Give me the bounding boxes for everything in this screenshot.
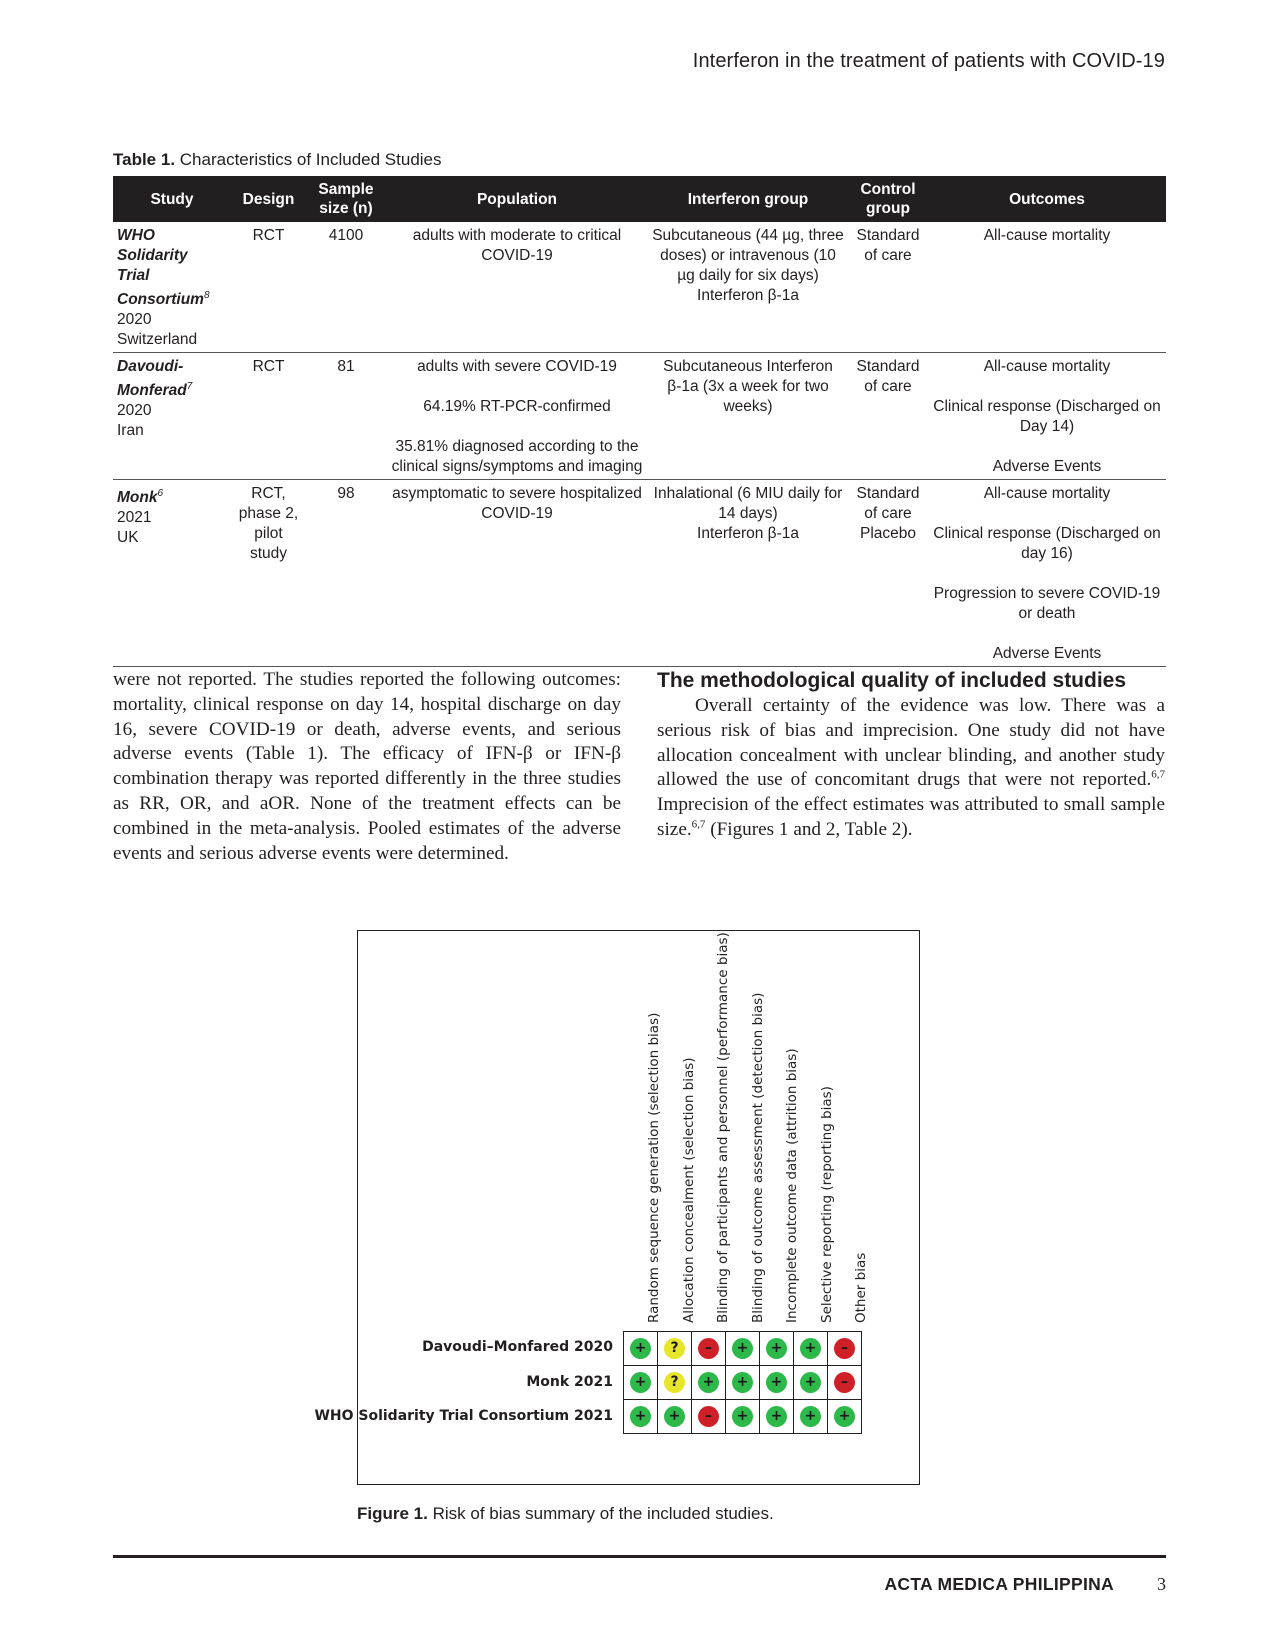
column-header: Population bbox=[386, 176, 648, 222]
low-risk-icon: + bbox=[766, 1372, 787, 1393]
domain-label: Selective reporting (reporting bias) bbox=[818, 1086, 835, 1323]
grid-cell bbox=[794, 1400, 828, 1434]
risk-of-bias-figure bbox=[314, 930, 920, 1485]
population-cell-line: 64.19% RT-PCR-confirmed bbox=[423, 398, 611, 416]
sample-size-cell: 81 bbox=[337, 358, 355, 376]
high-risk-icon: – bbox=[698, 1406, 719, 1427]
control-cell-line: Standard of care bbox=[856, 227, 920, 264]
risk-of-bias-grid bbox=[623, 1331, 862, 1434]
design-cell bbox=[231, 353, 306, 480]
right-column bbox=[657, 668, 1165, 843]
study-cell bbox=[113, 353, 231, 480]
domain-label: Incomplete outcome data (attrition bias) bbox=[784, 1048, 801, 1323]
low-risk-icon: + bbox=[698, 1372, 719, 1393]
table-caption-label: Table 1. bbox=[113, 150, 176, 169]
section-heading: The methodological quality of included studies bbox=[657, 669, 1127, 692]
low-risk-icon: + bbox=[800, 1406, 821, 1427]
outcomes-cell-line: Adverse Events bbox=[992, 458, 1102, 476]
study-cell bbox=[113, 480, 231, 667]
low-risk-icon: + bbox=[732, 1406, 753, 1427]
interferon-cell-line: Subcutaneous Interferon β-1a (3x a week for two weeks) bbox=[663, 358, 833, 416]
control-cell bbox=[848, 222, 928, 353]
study-label: Monk 2021 bbox=[526, 1373, 613, 1390]
control-cell bbox=[848, 480, 928, 667]
figure-caption bbox=[357, 1504, 774, 1524]
running-title: Interferon in the treatment of patients with COVID-19 bbox=[692, 50, 1165, 72]
design-cell bbox=[231, 480, 306, 667]
body-paragraph: were not reported. The studies reported the following outcomes: mortality, clinical response on day 14, hospital discharge on day 16, severe COVID-19 or death, adverse events, and serious adverse events (Table 1). The efficacy of IFN-β or IFN-β combination therapy was reported differently in the three studies as RR, OR, and aOR. None of the treatment effects can be combined in the meta-analysis. Pooled estimates of the adverse events and serious adverse events were determined. bbox=[113, 669, 621, 864]
citation: 6,7 bbox=[691, 818, 706, 831]
grid-cell bbox=[692, 1366, 726, 1400]
control-cell-line: Standard of care bbox=[856, 485, 920, 523]
grid-cell bbox=[828, 1400, 862, 1434]
column-header: Design bbox=[231, 176, 306, 222]
interferon-cell bbox=[648, 222, 848, 353]
study-year: 2021 bbox=[117, 509, 152, 527]
left-column bbox=[113, 668, 621, 866]
study-label: Davoudi–Monfared 2020 bbox=[422, 1339, 613, 1355]
high-risk-icon: – bbox=[834, 1338, 855, 1359]
column-header: Sample size (n) bbox=[306, 176, 386, 222]
unclear-risk-icon: ? bbox=[664, 1338, 685, 1359]
design-cell bbox=[231, 222, 306, 353]
table-row bbox=[113, 353, 1166, 480]
study-name: Monk$^6$ bbox=[117, 488, 164, 507]
study-cell bbox=[113, 222, 231, 353]
low-risk-icon: + bbox=[630, 1406, 651, 1427]
study-label: WHO Solidarity Trial Consortium 2021 bbox=[314, 1408, 613, 1424]
control-cell bbox=[848, 353, 928, 480]
characteristics-table bbox=[113, 176, 1166, 667]
outcomes-cell-line: Clinical response (Discharged on day 16) bbox=[933, 525, 1161, 563]
study-country: Iran bbox=[117, 422, 144, 440]
citation: 6,7 bbox=[1151, 769, 1165, 781]
domain-label: Blinding of participants and personnel (performance bias) bbox=[715, 932, 732, 1323]
interferon-cell-line: Interferon β-1a bbox=[697, 525, 799, 543]
grid-cell bbox=[794, 1332, 828, 1366]
grid-cell bbox=[794, 1366, 828, 1400]
population-cell-line: adults with moderate to critical COVID-19 bbox=[412, 227, 622, 264]
sample-size-cell: 4100 bbox=[328, 227, 364, 244]
study-name: WHO Solidarity bbox=[117, 227, 188, 264]
outcomes-cell-line: All-cause mortality bbox=[983, 358, 1111, 376]
domain-label: Blinding of outcome assessment (detection bias) bbox=[749, 992, 766, 1323]
low-risk-icon: + bbox=[630, 1372, 651, 1393]
high-risk-icon: – bbox=[698, 1338, 719, 1359]
grid-cell bbox=[828, 1332, 862, 1366]
grid-cell bbox=[726, 1332, 760, 1366]
grid-cell bbox=[760, 1400, 794, 1434]
table-row bbox=[113, 480, 1166, 667]
low-risk-icon: + bbox=[800, 1372, 821, 1393]
low-risk-icon: + bbox=[732, 1338, 753, 1359]
population-cell bbox=[386, 222, 648, 353]
population-cell-line: 35.81% diagnosed according to the clinical signs/symptoms and imaging bbox=[391, 438, 643, 476]
low-risk-icon: + bbox=[766, 1338, 787, 1359]
grid-cell bbox=[828, 1366, 862, 1400]
sample-size-cell: 98 bbox=[337, 485, 355, 503]
reference-number: 7 bbox=[186, 381, 193, 393]
column-header: Outcomes bbox=[928, 176, 1166, 222]
reference-number: 6 bbox=[157, 488, 164, 500]
grid-row bbox=[624, 1400, 862, 1434]
low-risk-icon: + bbox=[630, 1338, 651, 1359]
grid-cell bbox=[624, 1400, 658, 1434]
grid-cell bbox=[658, 1400, 692, 1434]
footer-rule bbox=[113, 1555, 1166, 1558]
journal-name: ACTA MEDICA PHILIPPINA bbox=[884, 1574, 1114, 1594]
design-cell-line: RCT bbox=[252, 358, 285, 376]
reference-number: 8 bbox=[203, 290, 210, 301]
table-caption-text: Characteristics of Included Studies bbox=[175, 150, 442, 169]
grid-cell bbox=[760, 1332, 794, 1366]
study-name: Davoudi- bbox=[117, 358, 184, 376]
population-cell bbox=[386, 480, 648, 667]
study-name: Trial Consortium$^8$ bbox=[117, 267, 210, 309]
control-cell-line: Standard of care bbox=[856, 358, 920, 396]
grid-cell bbox=[658, 1366, 692, 1400]
outcomes-cell-line: Adverse Events bbox=[992, 645, 1102, 663]
study-country: Switzerland bbox=[117, 331, 198, 349]
grid-cell bbox=[624, 1366, 658, 1400]
grid-cell bbox=[760, 1366, 794, 1400]
table-row bbox=[113, 222, 1166, 353]
grid-cell bbox=[692, 1400, 726, 1434]
grid-row bbox=[624, 1366, 862, 1400]
outcomes-cell bbox=[928, 480, 1166, 667]
study-country: UK bbox=[117, 529, 139, 547]
design-cell-line: pilot study bbox=[249, 525, 288, 563]
column-header: Control group bbox=[848, 176, 928, 222]
study-name: Monferad$^7$ bbox=[117, 381, 193, 400]
high-risk-icon: – bbox=[834, 1372, 855, 1393]
low-risk-icon: + bbox=[732, 1372, 753, 1393]
population-cell bbox=[386, 353, 648, 480]
grid-cell bbox=[658, 1332, 692, 1366]
interferon-cell bbox=[648, 353, 848, 480]
outcomes-cell bbox=[928, 353, 1166, 480]
figure-caption-text: Risk of bias summary of the included studies. bbox=[427, 1504, 774, 1523]
unclear-risk-icon: ? bbox=[664, 1372, 685, 1393]
grid-cell bbox=[692, 1332, 726, 1366]
paragraph-text: Imprecision of the effect estimates was attributed to small sample size. bbox=[657, 794, 1165, 840]
low-risk-icon: + bbox=[766, 1406, 787, 1427]
outcomes-cell-line: All-cause mortality bbox=[983, 227, 1111, 244]
outcomes-cell-line: Progression to severe COVID-19 or death bbox=[933, 585, 1161, 623]
study-year: 2020 bbox=[117, 402, 152, 420]
interferon-cell-line: Inhalational (6 MIU daily for 14 days) bbox=[653, 485, 843, 523]
body-paragraph bbox=[657, 694, 1165, 843]
figure-caption-label: Figure 1. bbox=[357, 1504, 428, 1523]
grid-row bbox=[624, 1332, 862, 1366]
paragraph-text: Overall certainty of the evidence was low. There was a serious risk of bias and imprecision. One study did not have allocation concealment with unclear blinding, and another study allowed the use of concomitant drugs that were not reported. bbox=[657, 695, 1165, 791]
interferon-cell-line: Interferon β-1a bbox=[697, 287, 799, 304]
grid-cell bbox=[726, 1400, 760, 1434]
grid-cell bbox=[624, 1332, 658, 1366]
domain-label: Allocation concealment (selection bias) bbox=[680, 1057, 697, 1323]
design-cell-line: RCT bbox=[252, 227, 285, 244]
grid-cell bbox=[726, 1366, 760, 1400]
population-cell-line: adults with severe COVID-19 bbox=[417, 358, 617, 376]
interferon-cell bbox=[648, 480, 848, 667]
low-risk-icon: + bbox=[664, 1406, 685, 1427]
page-number: 3 bbox=[1157, 1574, 1166, 1594]
design-cell-line: RCT, bbox=[251, 485, 286, 503]
domain-label: Random sequence generation (selection bias) bbox=[646, 1012, 663, 1323]
outcomes-cell bbox=[928, 222, 1166, 353]
study-year: 2020 bbox=[117, 311, 152, 329]
paragraph-text: (Figures 1 and 2, Table 2). bbox=[705, 818, 913, 840]
outcomes-cell-line: Clinical response (Discharged on Day 14) bbox=[933, 398, 1161, 436]
table-header-row bbox=[113, 176, 1166, 222]
control-cell-line: Placebo bbox=[859, 525, 916, 543]
domain-label: Other bias bbox=[853, 1252, 870, 1323]
table-caption bbox=[113, 150, 442, 170]
column-header: Interferon group bbox=[648, 176, 848, 222]
design-cell-line: phase 2, bbox=[238, 505, 299, 523]
interferon-cell-line: Subcutaneous (44 µg, three doses) or intravenous (10 µg daily for six days) bbox=[652, 227, 844, 284]
population-cell-line: asymptomatic to severe hospitalized COVID-19 bbox=[392, 485, 642, 523]
low-risk-icon: + bbox=[800, 1338, 821, 1359]
low-risk-icon: + bbox=[834, 1406, 855, 1427]
column-header: Study bbox=[113, 176, 231, 222]
outcomes-cell-line: All-cause mortality bbox=[983, 485, 1111, 503]
